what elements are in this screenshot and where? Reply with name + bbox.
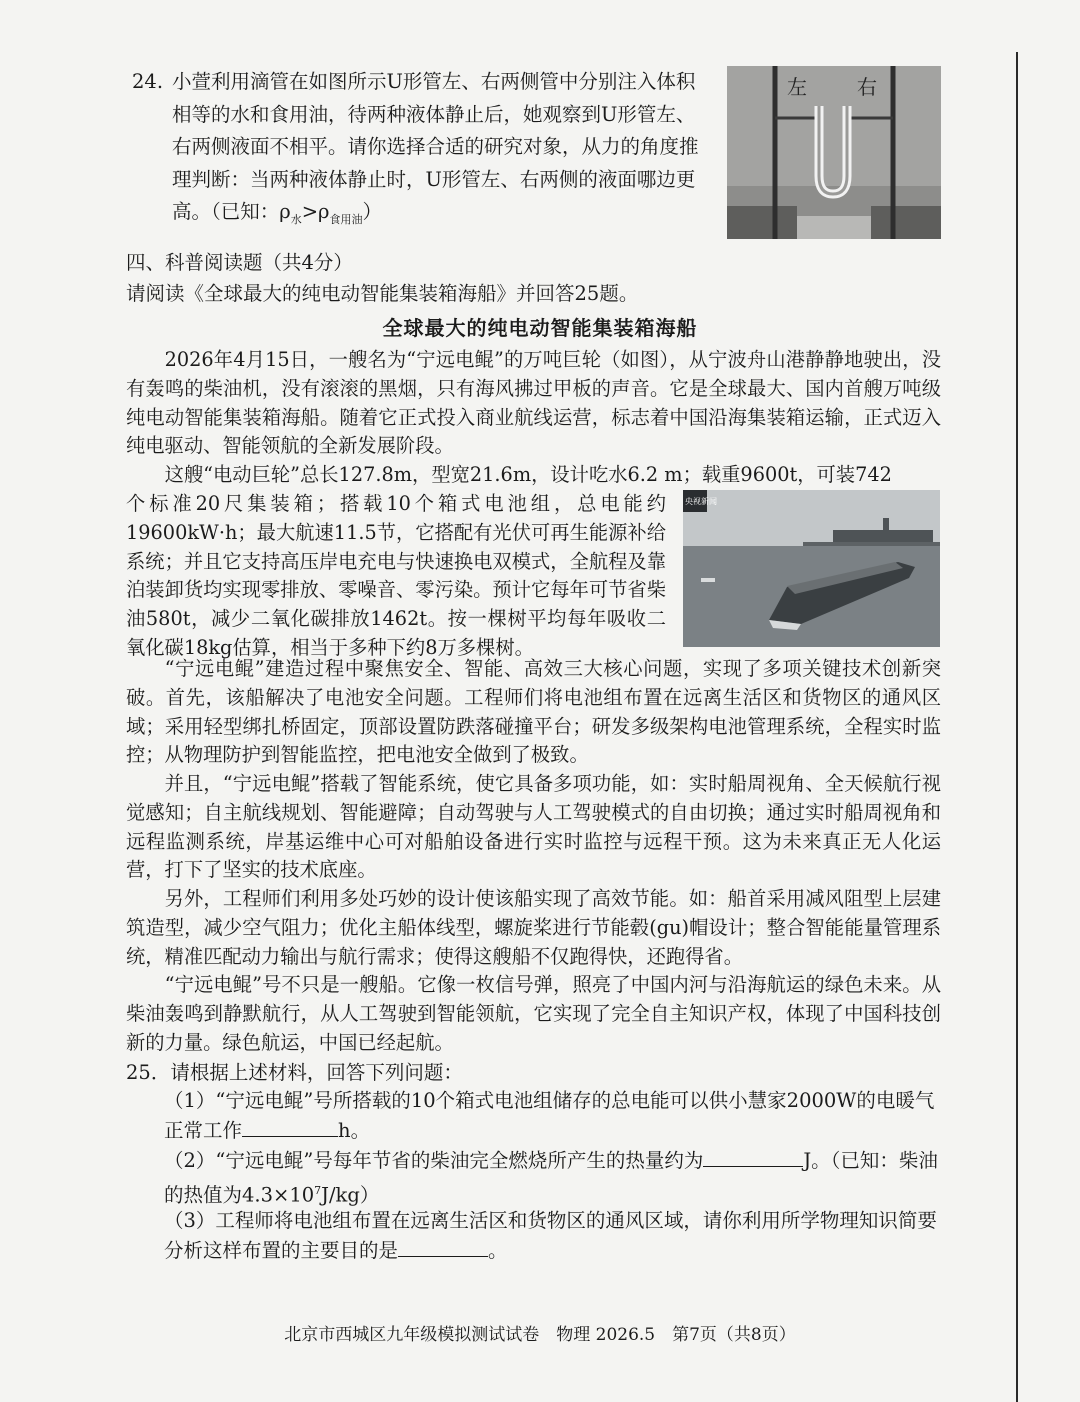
right-border-line xyxy=(1016,52,1018,1402)
article-paragraph-5: 另外，工程师们利用多处巧妙的设计使该船实现了高效节能。如：船首采用减风阻型上层建筑造型，减少空气阻力；优化主船体线型，螺旋桨进行节能毂(gu)帽设计；整合智能能量管理系统，精准匹配动力输出与航行需求；使得这艘船不仅跑得快，还跑得省。 xyxy=(126,887,941,968)
ship-badge: 央视新闻 xyxy=(685,497,717,506)
article-paragraph-6: “宁远电鲲”号不只是一艘船。它像一枚信号弹，照亮了中国内河与沿海航运的绿色未来。从柴油轰鸣到静默航行，从人工驾驶到智能领航，它实现了完全自主知识产权，体现了中国科技创新的力量。绿色航运，中国已经起航。 xyxy=(126,973,941,1054)
page-footer: 北京市西城区九年级模拟测试试卷 物理 2026.5 第7页（共8页） xyxy=(284,1325,796,1345)
article-paragraph-1: 2026年4月15日，一艘名为“宁远电鲲”的万吨巨轮（如图），从宁波舟山港静静地驶出，没有轰鸣的柴油机，没有滚滚的黑烟，只有海风拂过甲板的声音。它是全球最大、国内首艘万吨级纯电动智能集装箱海船。随着它正式投入商业航线运营，标志着中国沿海集装箱运输，正式迈入纯电驱动、智能领航的全新发展阶段。 xyxy=(126,348,941,458)
question-25-stem: 25．请根据上述材料，回答下列问题： xyxy=(126,1061,463,1084)
label-left: 左 xyxy=(787,75,807,99)
question-25-part-1: （1）“宁远电鲲”号所搭载的10个箱式电池组储存的总电能可以供小慧家2000W的电暖气正常工作 h。 xyxy=(164,1089,935,1142)
section-heading: 四、科普阅读题（共4分） xyxy=(126,251,353,274)
u-tube-photo xyxy=(727,66,941,239)
article-paragraph-3: “宁远电鲲”建造过程中聚焦安全、智能、高效三大核心问题，实现了多项关键技术创新突破。首先，该船解决了电池安全问题。工程师们将电池组布置在远离生活区和货物区的通风区域；采用轻型绑扎桥固定，顶部设置防跌落碰撞平台；研发多级架构电池管理系统，全程实时监控；从物理防护到智能监控，把电池安全做到了极致。 xyxy=(126,657,941,767)
article-paragraph-2-line-1: 这艘“电动巨轮”总长127.8m，型宽21.6m，设计吃水6.2 m；载重9600t，可装742 xyxy=(164,463,892,486)
question-24-text: 小萱利用滴管在如图所示U形管左、右两侧管中分别注入体积相等的水和食用油，待两种液体静止后，她观察到U形管左、右两侧液面不相平。请你选择合适的研究对象，从力的角度推理判断：当两种液体静止时，U形管左、右两侧的液面哪边更高。（已知：$\rho_水>\rho_{食用油}$） xyxy=(172,70,699,226)
section-4 xyxy=(126,247,986,309)
question-number: 24. xyxy=(132,70,164,93)
article-paragraph-4: 并且，“宁远电鲲”搭载了智能系统，使它具备多项功能，如：实时船周视角、全天候航行视觉感知；自主航线规划、智能避障；自动驾驶与人工驾驶模式的自由切换；通过实时船周视角和远程监测系统，岸基运维中心可对船舶设备进行实时监控与远程干预。这为未来真正无人化运营，打下了坚实的技术底座。 xyxy=(126,772,941,882)
label-right: 右 xyxy=(857,75,877,99)
article-paragraph-2-rest: 个标准20尺集装箱；搭载10个箱式电池组，总电能约19600kW·h；最大航速11.5节，它搭配有光伏可再生能源补给系统；并且它支持高压岸电充电与快速换电双模式，全航程及靠泊装卸货均实现零排放、零噪音、零污染。预计它每年可节省柴油580t，减少二氧化碳排放1462t。按一棵树平均每年吸收二氧化碳18kg估算，相当于多种下约8万多棵树。 xyxy=(126,492,666,659)
answer-blank-3[interactable] xyxy=(398,1236,488,1257)
article-title: 全球最大的纯电动智能集装箱海船 xyxy=(382,316,698,340)
answer-blank-1[interactable] xyxy=(242,1116,338,1137)
question-25-part-3: （3）工程师将电池组布置在远离生活区和货物区的通风区域，请你利用所学物理知识简要分析这样布置的主要目的是 。 xyxy=(164,1209,937,1262)
answer-blank-2[interactable] xyxy=(703,1146,803,1167)
container-ship-photo xyxy=(683,490,940,647)
question-25-part-2: （2）“宁远电鲲”号每年节省的柴油完全燃烧所产生的热量约为 J。（已知：柴油的热值为$4.3\times 10^7J/kg$） xyxy=(164,1146,946,1211)
section-instruction: 请阅读《全球最大的纯电动智能集装箱海船》并回答25题。 xyxy=(126,282,639,305)
